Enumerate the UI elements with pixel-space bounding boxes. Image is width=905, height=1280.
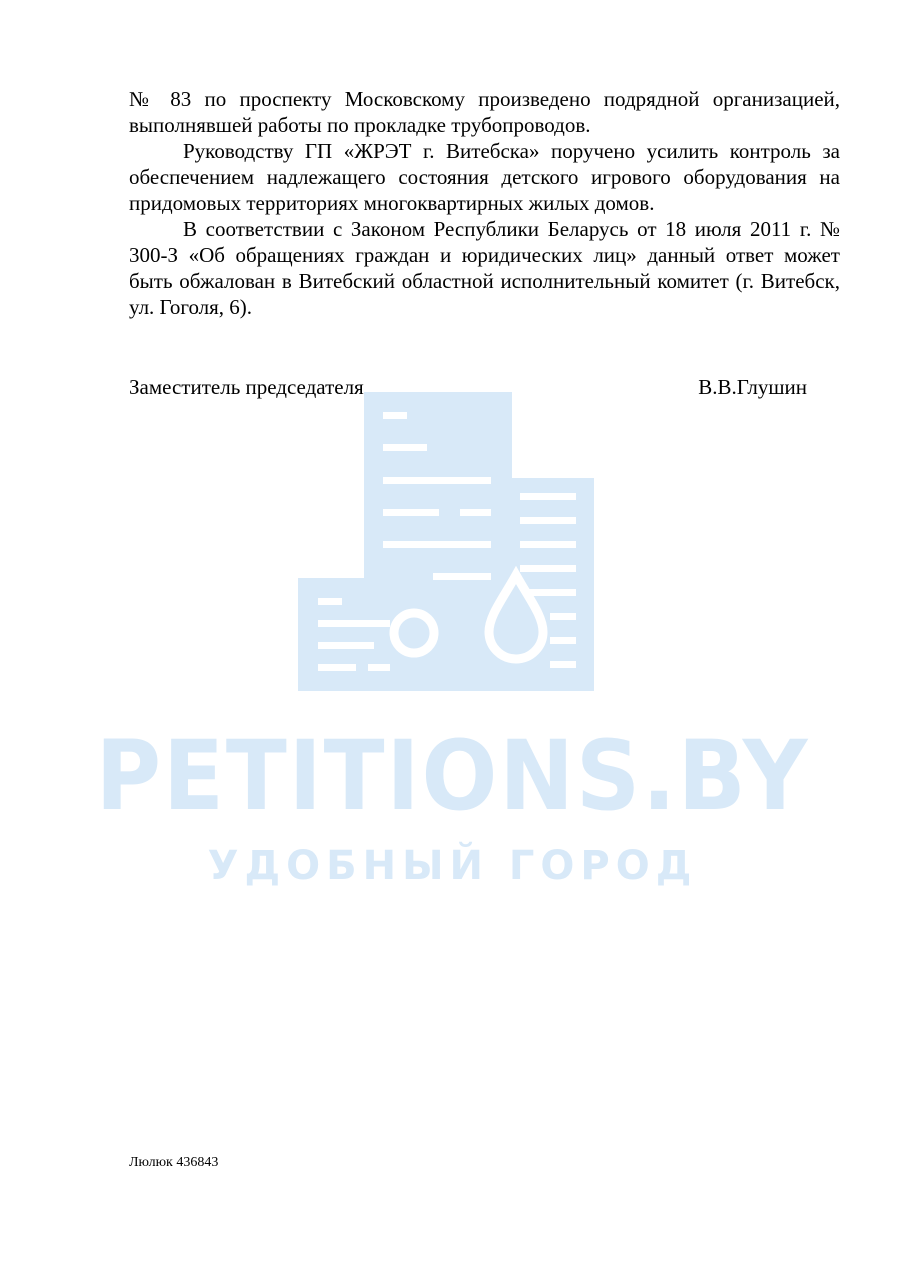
- paragraph-1: № 83 по проспекту Московскому произведено подрядной организацией, выполнявшей работы по прокладке трубопроводов.: [129, 87, 840, 137]
- signature-block: [129, 374, 807, 400]
- signer-name: В.В.Глушин: [698, 375, 807, 399]
- watermark-title: PETITIONS.BY: [95, 720, 810, 832]
- letter-body: [129, 86, 840, 320]
- paragraph-2: Руководству ГП «ЖРЭТ г. Витебска» поручено усилить контроль за обеспечением надлежащего состояния детского игрового оборудования на придомовых территориях многоквартирных жилых домов.: [129, 139, 840, 215]
- paragraph-3: В соответствии с Законом Республики Беларусь от 18 июля 2011 г. № 300-З «Об обращениях граждан и юридических лиц» данный ответ может быть обжалован в Витебский областной исполнительный комитет (г. Витебск, ул. Гоголя, 6).: [129, 217, 840, 319]
- signer-position: Заместитель председателя: [129, 375, 364, 399]
- watermark-subtitle: УДОБНЫЙ ГОРОД: [207, 843, 698, 889]
- executor-note: Люлюк 436843: [129, 1155, 219, 1170]
